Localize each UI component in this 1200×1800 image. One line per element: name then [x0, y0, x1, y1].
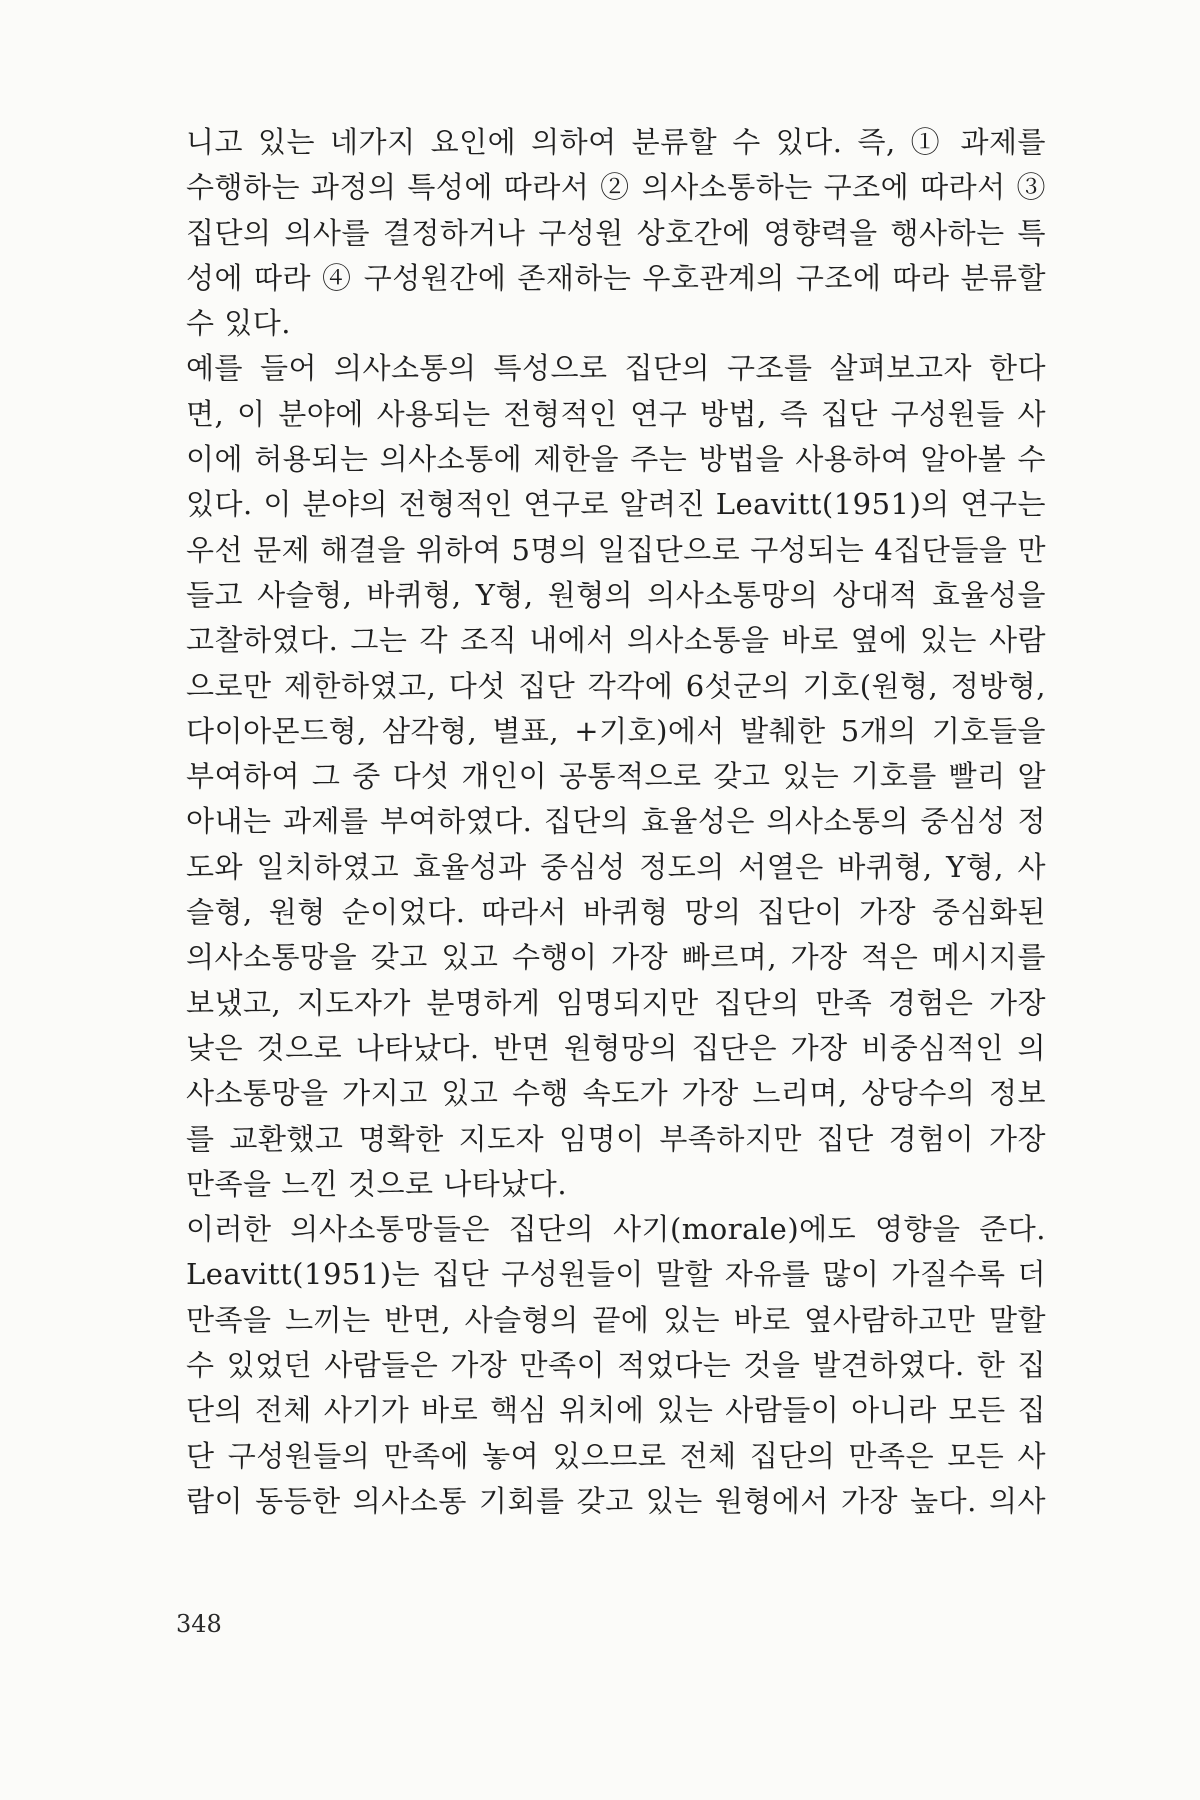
- text-line: 의사소통망을 갖고 있고 수행이 가장 빠르며, 가장 적은 메시지를: [186, 940, 1046, 975]
- text-line: 니고 있는 네가지 요인에 의하여 분류할 수 있다. 즉, ① 과제를: [186, 125, 1046, 159]
- text-line: 이에 허용되는 의사소통에 제한을 주는 방법을 사용하여 알아볼 수: [186, 442, 1046, 477]
- text-line: 수행하는 과정의 특성에 따라서 ② 의사소통하는 구조에 따라서 ③: [186, 170, 1046, 205]
- text-line: 슬형, 원형 순이었다. 따라서 바퀴형 망의 집단이 가장 중심화된: [186, 895, 1046, 930]
- text-line: 단의 전체 사기가 바로 핵심 위치에 있는 사람들이 아니라 모든 집: [186, 1393, 1046, 1428]
- text-line: 만족을 느끼는 반면, 사슬형의 끝에 있는 바로 옆사람하고만 말할: [186, 1302, 1046, 1337]
- text-line: 으로만 제한하였고, 다섯 집단 각각에 6섯군의 기호(원형, 정방형,: [186, 668, 1046, 703]
- text-line: 예를 들어 의사소통의 특성으로 집단의 구조를 살펴보고자 한다: [186, 351, 1046, 386]
- text-line: 수 있다.: [186, 306, 291, 341]
- text-line: Leavitt(1951)는 집단 구성원들이 말할 자유를 많이 가질수록 더: [186, 1257, 1046, 1292]
- text-line: 수 있었던 사람들은 가장 만족이 적었다는 것을 발견하였다. 한 집: [186, 1348, 1046, 1383]
- text-line: 성에 따라 ④ 구성원간에 존재하는 우호관계의 구조에 따라 분류할: [186, 260, 1046, 295]
- text-line: 있다. 이 분야의 전형적인 연구로 알려진 Leavitt(1951)의 연구는: [186, 487, 1046, 522]
- text-line: 사소통망을 가지고 있고 수행 속도가 가장 느리며, 상당수의 정보: [186, 1076, 1046, 1111]
- text-line: 들고 사슬형, 바퀴형, Y형, 원형의 의사소통망의 상대적 효율성을: [186, 577, 1046, 612]
- text-line: 우선 문제 해결을 위하여 5명의 일집단으로 구성되는 4집단들을 만: [186, 532, 1046, 567]
- text-line: 면, 이 분야에 사용되는 전형적인 연구 방법, 즉 집단 구성원들 사: [186, 396, 1046, 431]
- text-line: 부여하여 그 중 다섯 개인이 공통적으로 갖고 있는 기호를 빨리 알: [186, 759, 1046, 794]
- text-line: 람이 동등한 의사소통 기회를 갖고 있는 원형에서 가장 높다. 의사: [186, 1483, 1046, 1518]
- text-line: 보냈고, 지도자가 분명하게 임명되지만 집단의 만족 경험은 가장: [186, 985, 1046, 1020]
- text-line: 집단의 의사를 결정하거나 구성원 상호간에 영향력을 행사하는 특: [186, 215, 1046, 250]
- text-line: 고찰하였다. 그는 각 조직 내에서 의사소통을 바로 옆에 있는 사람: [186, 623, 1046, 658]
- text-line: 아내는 과제를 부여하였다. 집단의 효율성은 의사소통의 중심성 정: [186, 804, 1046, 839]
- text-line: 이러한 의사소통망들은 집단의 사기(morale)에도 영향을 준다.: [186, 1212, 1046, 1247]
- text-line: 단 구성원들의 만족에 놓여 있으므로 전체 집단의 만족은 모든 사: [186, 1438, 1046, 1473]
- text-line: 다이아몬드형, 삼각형, 별표, +기호)에서 발췌한 5개의 기호들을: [186, 713, 1046, 748]
- text-line: 도와 일치하였고 효율성과 중심성 정도의 서열은 바퀴형, Y형, 사: [186, 849, 1046, 884]
- body-text: [186, 120, 1046, 1524]
- text-line: 낮은 것으로 나타났다. 반면 원형망의 집단은 가장 비중심적인 의: [186, 1030, 1046, 1065]
- text-line: 를 교환했고 명확한 지도자 임명이 부족하지만 집단 경험이 가장: [186, 1121, 1046, 1156]
- page-number: 348: [176, 1610, 222, 1638]
- text-line: 만족을 느낀 것으로 나타났다.: [186, 1166, 568, 1201]
